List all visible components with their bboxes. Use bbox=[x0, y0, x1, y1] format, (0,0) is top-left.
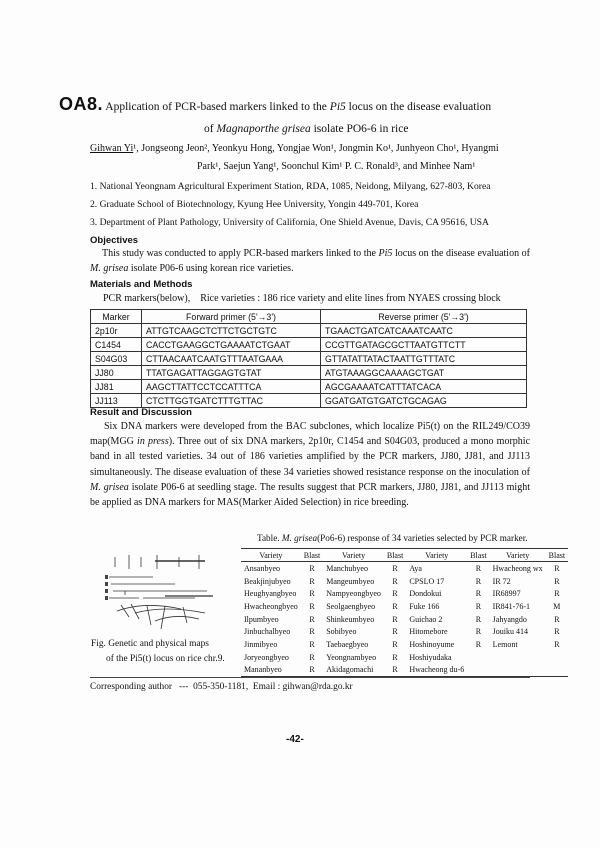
variety-cell: Jinmibyeo bbox=[244, 639, 278, 649]
title-line-1 bbox=[59, 96, 491, 115]
marker-cell: C1454 bbox=[91, 338, 142, 352]
table-header-row bbox=[241, 549, 568, 562]
authors-line-2: Park¹, Saejun Yang¹, Soonchul Kim¹ P. C. Ronald³, and Minhee Nam¹ bbox=[197, 161, 476, 172]
table-row bbox=[91, 352, 527, 366]
blast-cell: R bbox=[392, 652, 398, 662]
blast-cell: R bbox=[554, 614, 560, 624]
variety-cell: Jahyangdo bbox=[492, 614, 527, 624]
table-row bbox=[241, 664, 568, 677]
title-gene: Pi5 bbox=[329, 101, 346, 113]
blast-cell: R bbox=[475, 639, 482, 649]
caption-part: (Po6-6) response of 34 varieties selected by PCR marker. bbox=[317, 533, 528, 543]
forward-cell: CTCTTGGTGATCTTTGTTAC bbox=[142, 394, 321, 408]
variety-cell: Hwacheong du-6 bbox=[406, 664, 467, 677]
reverse-cell: AGCGAAAATCATTTATCACA bbox=[321, 380, 527, 394]
header-cell: Marker bbox=[91, 310, 142, 324]
title-line-2 bbox=[204, 121, 408, 137]
header-cell: Blast bbox=[546, 549, 568, 562]
table-row bbox=[241, 613, 568, 626]
table-row bbox=[241, 562, 568, 575]
variety-cell: Joryeongbyeo bbox=[244, 652, 289, 662]
variety-cell: Jinbuchalbyeo bbox=[244, 627, 291, 637]
first-author: Gihwan Yi bbox=[90, 143, 134, 154]
variety-table bbox=[241, 548, 568, 677]
blast-cell: R bbox=[554, 589, 560, 599]
blast-cell bbox=[467, 664, 489, 677]
blast-cell: R bbox=[309, 589, 315, 599]
variety-cell: IR 72 bbox=[492, 576, 511, 586]
variety-cell: Hwacheong wx bbox=[492, 563, 543, 573]
results-part: M. grisea bbox=[90, 481, 129, 493]
header-cell: Reverse primer (5'→3') bbox=[321, 310, 527, 324]
table-header-row bbox=[91, 310, 527, 324]
variety-cell: Hoshiyudaka bbox=[409, 652, 452, 662]
variety-cell: Hoshinoyume bbox=[409, 639, 455, 649]
blast-cell: R bbox=[475, 614, 482, 624]
header-cell: Blast bbox=[384, 549, 406, 562]
header-cell: Forward primer (5'→3') bbox=[142, 310, 321, 324]
table-row bbox=[91, 338, 527, 352]
title-part: of bbox=[204, 123, 217, 135]
blast-cell: R bbox=[392, 563, 398, 573]
primer-table bbox=[90, 309, 527, 408]
blast-cell: R bbox=[309, 652, 315, 662]
blast-cell: R bbox=[392, 639, 398, 649]
variety-cell: Yeongnambyeo bbox=[326, 652, 377, 662]
blast-cell: R bbox=[475, 589, 482, 599]
variety-cell: Fuke 166 bbox=[409, 601, 440, 611]
table-row bbox=[241, 575, 568, 588]
figure-caption-line-1: Fig. Genetic and physical maps bbox=[91, 639, 209, 649]
table-row bbox=[91, 366, 527, 380]
blast-cell bbox=[546, 664, 568, 677]
objectives-text bbox=[90, 246, 530, 276]
variety-cell: Lemont bbox=[492, 639, 518, 649]
blast-cell: R bbox=[384, 664, 406, 677]
blast-cell: R bbox=[309, 576, 315, 586]
variety-cell: Ansanbyeo bbox=[244, 563, 280, 573]
variety-cell bbox=[490, 664, 546, 677]
variety-cell bbox=[490, 651, 546, 664]
marker-cell: JJ81 bbox=[91, 380, 142, 394]
objectives-part: locus on the disease evaluation of bbox=[392, 248, 530, 259]
variety-cell: Nampyeongbyeo bbox=[326, 589, 381, 599]
variety-cell: Hitomebore bbox=[409, 627, 448, 637]
table-row bbox=[241, 638, 568, 651]
objectives-heading: Objectives bbox=[90, 235, 139, 246]
forward-cell: TTATGAGATTAGGAGTGTAT bbox=[142, 366, 321, 380]
results-part: ). Three out of six DNA markers, 2p10r, C1454 and S04G03, produced a mono morphic band in all tested varieties. 34 out of 186 varieties amplified by the PCR markers, JJ80, JJ81, and JJ113 simultaneously. The disease evaluation of these 34 varieties showed resistance response on the inoculation of bbox=[90, 436, 531, 478]
variety-cell: IR68997 bbox=[492, 589, 521, 599]
blast-cell: R bbox=[392, 614, 398, 624]
results-part: in press bbox=[137, 436, 169, 448]
objectives-part: isolate P06-6 using korean rice varieties. bbox=[128, 263, 294, 275]
blast-cell: M bbox=[553, 601, 561, 611]
variety-cell: Mananbyeo bbox=[241, 664, 301, 677]
marker-cell: JJ80 bbox=[91, 366, 142, 380]
variety-cell: Manchubyeo bbox=[326, 563, 368, 573]
caption-part: Table. bbox=[257, 533, 282, 543]
blast-cell: R bbox=[554, 563, 560, 573]
blast-cell: R bbox=[554, 639, 560, 649]
caption-part: M. grisea bbox=[281, 533, 318, 543]
forward-cell: CACCTGAAGGCTGAAAATCTGAAT bbox=[142, 338, 321, 352]
blast-cell: R bbox=[309, 601, 315, 611]
table-row bbox=[241, 600, 568, 613]
blast-cell: R bbox=[392, 601, 398, 611]
corresponding-author: Corresponding author --- 055-350-1181, Email : gihwan@rda.go.kr bbox=[90, 682, 353, 692]
objectives-part: M. grisea bbox=[90, 263, 129, 275]
reverse-cell: GGATGATGTGATCTGCAGAG bbox=[321, 394, 527, 408]
blast-cell: R bbox=[392, 576, 398, 586]
genetic-physical-map-figure bbox=[95, 549, 235, 641]
table-row bbox=[91, 380, 527, 394]
variety-cell: Guichao 2 bbox=[409, 614, 443, 624]
results-part: Six DNA markers were developed from the BAC subclones, which localize Pi5(t) on the RIL249/CO39 map(MGG bbox=[90, 421, 530, 448]
header-cell: Blast bbox=[467, 549, 489, 562]
authors-line-1 bbox=[90, 141, 550, 157]
variety-cell: Seolgaengbyeo bbox=[326, 601, 376, 611]
title-part: Application of PCR-based markers linked to the bbox=[105, 101, 330, 113]
table-row bbox=[241, 587, 568, 600]
reverse-cell: ATGTAAAGGCAAAAGCTGAT bbox=[321, 366, 527, 380]
title-part: locus on the disease evaluation bbox=[345, 101, 492, 113]
header-cell: Variety bbox=[323, 549, 384, 562]
variety-cell: Jouiku 414 bbox=[492, 627, 528, 637]
forward-cell: CTTAACAATCAATGTTTAATGAAA bbox=[142, 352, 321, 366]
header-cell: Variety bbox=[241, 549, 301, 562]
divider bbox=[90, 677, 530, 678]
blast-cell: R bbox=[309, 639, 315, 649]
reverse-cell: CCGTTGATAGCGCTTAATGTTCTT bbox=[321, 338, 527, 352]
variety-cell: IR841-76-1 bbox=[492, 601, 530, 611]
reverse-cell: GTTATATTATACTAATTGTTTATC bbox=[321, 352, 527, 366]
forward-cell: ATTGTCAAGCTCTTCTGCTGTC bbox=[142, 324, 321, 338]
variety-cell: Shinkeumbyeo bbox=[326, 614, 375, 624]
blast-cell: R bbox=[301, 664, 323, 677]
marker-cell: S04G03 bbox=[91, 352, 142, 366]
blast-cell: R bbox=[309, 563, 315, 573]
header-cell: Blast bbox=[301, 549, 323, 562]
figure-caption-line-2: of the Pi5(t) locus on rice chr.9. bbox=[106, 654, 225, 664]
results-heading: Result and Discussion bbox=[90, 407, 192, 418]
blast-cell: R bbox=[475, 627, 482, 637]
objectives-part: This study was conducted to apply PCR-based markers linked to the bbox=[102, 248, 379, 259]
variety-cell: Heughyangbyeo bbox=[244, 589, 297, 599]
variety-cell: Taebaegbyeo bbox=[326, 639, 369, 649]
blast-cell: R bbox=[392, 627, 398, 637]
blast-cell: R bbox=[309, 614, 315, 624]
forward-cell: AAGCTTATTCCTCCATTTCA bbox=[142, 380, 321, 394]
variety-cell: Dondokui bbox=[409, 589, 442, 599]
table-caption bbox=[257, 533, 528, 543]
table-row bbox=[241, 625, 568, 638]
affiliation-3: 3. Department of Plant Pathology, University of California, One Shield Avenue, Davis, CA 95616, USA bbox=[90, 217, 489, 228]
blast-cell: R bbox=[475, 563, 482, 573]
blast-cell: R bbox=[475, 576, 482, 586]
variety-cell: Hwacheongbyeo bbox=[244, 601, 298, 611]
variety-cell: Sobibyeo bbox=[326, 627, 357, 637]
table-row bbox=[91, 324, 527, 338]
variety-cell: Ilpumbyeo bbox=[244, 614, 279, 624]
abstract-id: OA8. bbox=[59, 94, 104, 114]
methods-text: PCR markers(below), Rice varieties : 186 rice variety and elite lines from NYAES crossing block bbox=[103, 293, 501, 304]
marker-cell: 2p10r bbox=[91, 324, 142, 338]
results-text bbox=[90, 419, 530, 510]
page-number: -42- bbox=[286, 734, 304, 745]
blast-cell: R bbox=[554, 576, 560, 586]
methods-heading: Materials and Methods bbox=[90, 279, 193, 290]
affiliation-1: 1. National Yeongnam Agricultural Experiment Station, RDA, 1085, Neidong, Milyang, 627-803, Korea bbox=[90, 181, 491, 192]
variety-cell: CPSLO 17 bbox=[409, 576, 445, 586]
title-species: Magnaporthe grisea bbox=[216, 123, 311, 135]
blast-cell: R bbox=[554, 627, 560, 637]
objectives-part: Pi5 bbox=[378, 248, 393, 259]
blast-cell bbox=[467, 651, 489, 664]
reverse-cell: TGAACTGATCATCAAATCAATC bbox=[321, 324, 527, 338]
table-row bbox=[91, 394, 527, 408]
title-part: isolate PO6-6 in rice bbox=[310, 123, 409, 135]
results-part: isolate P06-6 at seedling stage. The results suggest that PCR markers, JJ80, JJ81, and JJ113 might be applied as DNA markers for MAS(Marker Aided Selection) in rice breeding. bbox=[90, 481, 530, 509]
blast-cell: R bbox=[309, 627, 315, 637]
variety-cell: Mangeumbyeo bbox=[326, 576, 375, 586]
affiliation-2: 2. Graduate School of Biotechnology, Kyung Hee University, Yongin 449-701, Korea bbox=[90, 199, 419, 210]
variety-cell: Beakjinjubyeo bbox=[244, 576, 291, 586]
variety-cell: Akidagomachi bbox=[323, 664, 384, 677]
blast-cell: R bbox=[392, 589, 398, 599]
blast-cell: R bbox=[475, 601, 482, 611]
blast-cell bbox=[546, 651, 568, 664]
marker-cell: JJ113 bbox=[91, 394, 142, 408]
header-cell: Variety bbox=[490, 549, 546, 562]
table-row bbox=[241, 651, 568, 664]
author-list: ¹, Jongseong Jeon², Yeonkyu Hong, Yongjae Won¹, Jongmin Ko¹, Junhyeon Cho¹, Hyangmi bbox=[133, 143, 499, 154]
variety-cell: Aya bbox=[409, 563, 422, 573]
header-cell: Variety bbox=[406, 549, 467, 562]
